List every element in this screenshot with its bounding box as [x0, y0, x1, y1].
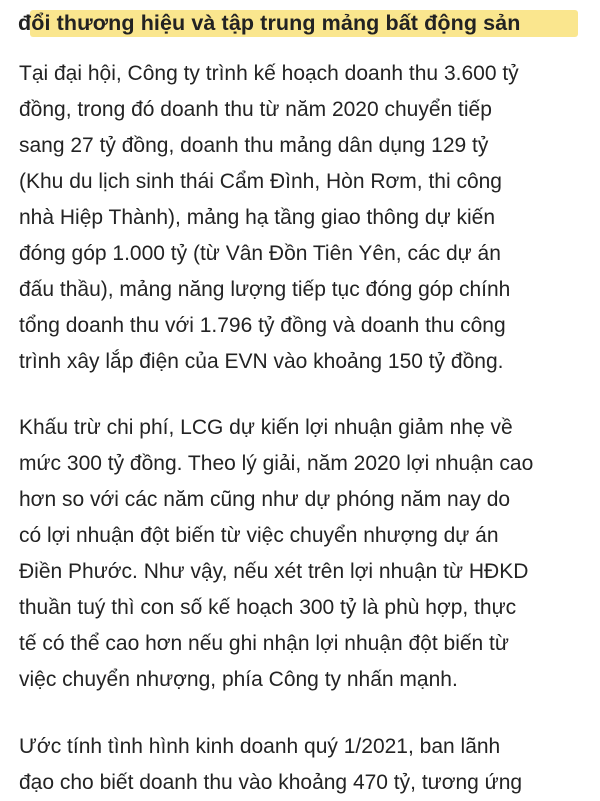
text-line: nhà Hiệp Thành), mảng hạ tầng giao thông dự kiến — [19, 206, 496, 229]
text-line: đóng góp 1.000 tỷ (từ Vân Đồn Tiên Yên, các dự án — [19, 242, 501, 265]
text-line: tổng doanh thu với 1.796 tỷ đồng và doanh thu công — [19, 314, 506, 337]
text-line: việc chuyển nhượng, phía Công ty nhấn mạnh. — [19, 668, 458, 691]
text-line: (Khu du lịch sinh thái Cẩm Đình, Hòn Rơm, thi công — [19, 170, 502, 193]
paragraph-profit-plan — [19, 410, 591, 698]
text-line: sang 27 tỷ đồng, doanh thu mảng dân dụng 129 tỷ — [19, 134, 489, 157]
section-heading: đổi thương hiệu và tập trung mảng bất động sản — [18, 11, 521, 35]
text-line: đồng, trong đó doanh thu từ năm 2020 chuyển tiếp — [19, 98, 492, 121]
text-line: Tại đại hội, Công ty trình kế hoạch doanh thu 3.600 tỷ — [19, 62, 519, 85]
paragraph-q1-estimate — [19, 729, 591, 801]
text-line: thuần tuý thì con số kế hoạch 300 tỷ là phù hợp, thực — [19, 596, 517, 619]
text-line: tế có thể cao hơn nếu ghi nhận lợi nhuận đột biến từ — [19, 632, 509, 655]
text-line: đấu thầu), mảng năng lượng tiếp tục đóng góp chính — [19, 278, 511, 301]
text-line: có lợi nhuận đột biến từ việc chuyển nhượng dự án — [19, 524, 499, 547]
text-line: đạo cho biết doanh thu vào khoảng 470 tỷ, tương ứng — [19, 771, 523, 794]
text-line: Điền Phước. Như vậy, nếu xét trên lợi nhuận từ HĐKD — [19, 560, 529, 583]
text-line: Khấu trừ chi phí, LCG dự kiến lợi nhuận giảm nhẹ về — [19, 416, 513, 439]
paragraph-revenue-plan — [19, 56, 591, 380]
text-line: Ước tính tình hình kinh doanh quý 1/2021, ban lãnh — [19, 735, 501, 758]
text-line: hơn so với các năm cũng như dự phóng năm nay do — [19, 488, 511, 511]
text-line: mức 300 tỷ đồng. Theo lý giải, năm 2020 lợi nhuận cao — [19, 452, 534, 475]
section-heading-block — [18, 6, 584, 40]
text-line: trình xây lắp điện của EVN vào khoảng 150 tỷ đồng. — [19, 350, 504, 373]
